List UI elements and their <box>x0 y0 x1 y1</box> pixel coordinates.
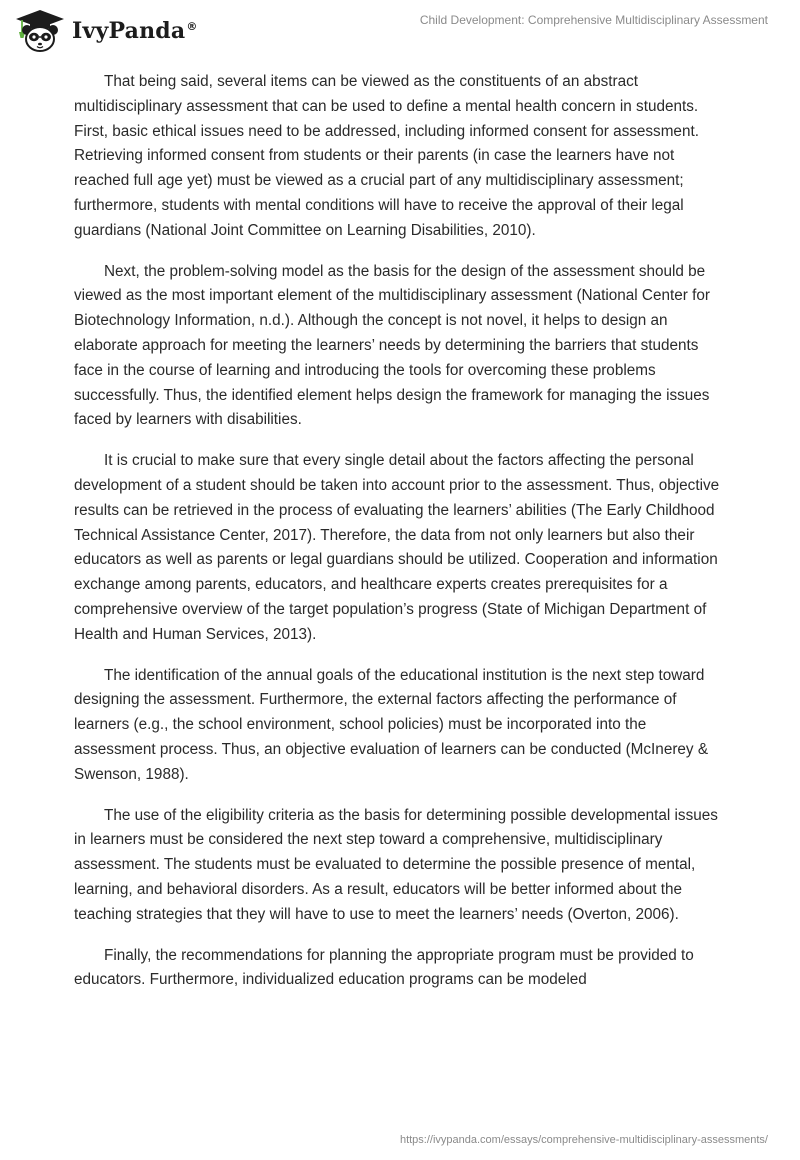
brand-name: IvyPanda® <box>72 18 198 44</box>
document-title: Child Development: Comprehensive Multidisciplinary Assessment <box>419 13 768 27</box>
brand-logo[interactable] <box>14 8 198 54</box>
page-header <box>0 0 800 60</box>
paragraph-1: That being said, several items can be viewed as the constituents of an abstract multidisciplinary assessment that can be used to define a mental health concern in students. First, basic ethical issues need to be addressed, including informed consent for assessment. Retrieving informed consent from students or their parents (in case the learners have not reached full age yet) must be viewed as a crucial part of any multidisciplinary assessment; furthermore, students with mental conditions will have to receive the approval of their legal guardians (National Joint Committee on Learning Disabilities, 2010). <box>74 73 699 239</box>
paragraph-6: Finally, the recommendations for planning the appropriate program must be provided to educators. Furthermore, individualized education programs can be modeled <box>74 946 694 989</box>
registered-mark: ® <box>186 19 198 33</box>
source-url[interactable]: https://ivypanda.com/essays/comprehensive-multidisciplinary-assessments/ <box>399 1134 768 1146</box>
panda-graduate-icon <box>14 8 66 54</box>
paragraph-2: Next, the problem-solving model as the basis for the design of the assessment should be viewed as the most important element of the multidisciplinary assessment (National Center for Biotechnology Information, n.d.). Although the concept is not novel, it helps to design an elaborate approach for meeting the learners’ needs by determining the barriers that students face in the course of learning and introducing the tools for overcoming these problems successfully. Thus, the identified element helps design the framework for managing the issues faced by learners with disabilities. <box>74 262 710 429</box>
paragraph-4: The identification of the annual goals of the educational institution is the next step toward designing the assessment. Furthermore, the external factors affecting the performance of learners (e.g., the school environment, school policies) must be incorporated into the assessment process. Thus, an objective evaluation of learners can be conducted (McInerey & Swenson, 1988). <box>74 666 709 783</box>
paragraph-5: The use of the eligibility criteria as the basis for determining possible developmental issues in learners must be considered the next step toward a comprehensive, multidisciplinary assessment. The students must be evaluated to determine the possible presence of mental, learning, and behavioral disorders. As a result, educators will be better informed about the teaching strategies that they will have to use to meet the learners’ needs (Overton, 2006). <box>74 806 718 923</box>
essay-body <box>74 70 726 1009</box>
paragraph-3: It is crucial to make sure that every single detail about the factors affecting the personal development of a student should be taken into account prior to the assessment. Thus, objective results can be retrieved in the process of evaluating the learners’ abilities (The Early Childhood Technical Assistance Center, 2017). Therefore, the data from not only learners but also their educators as well as parents or legal guardians should be utilized. Cooperation and information exchange among parents, educators, and healthcare experts creates prerequisites for a comprehensive overview of the target population’s progress (State of Michigan Department of Health and Human Services, 2013). <box>74 452 720 643</box>
